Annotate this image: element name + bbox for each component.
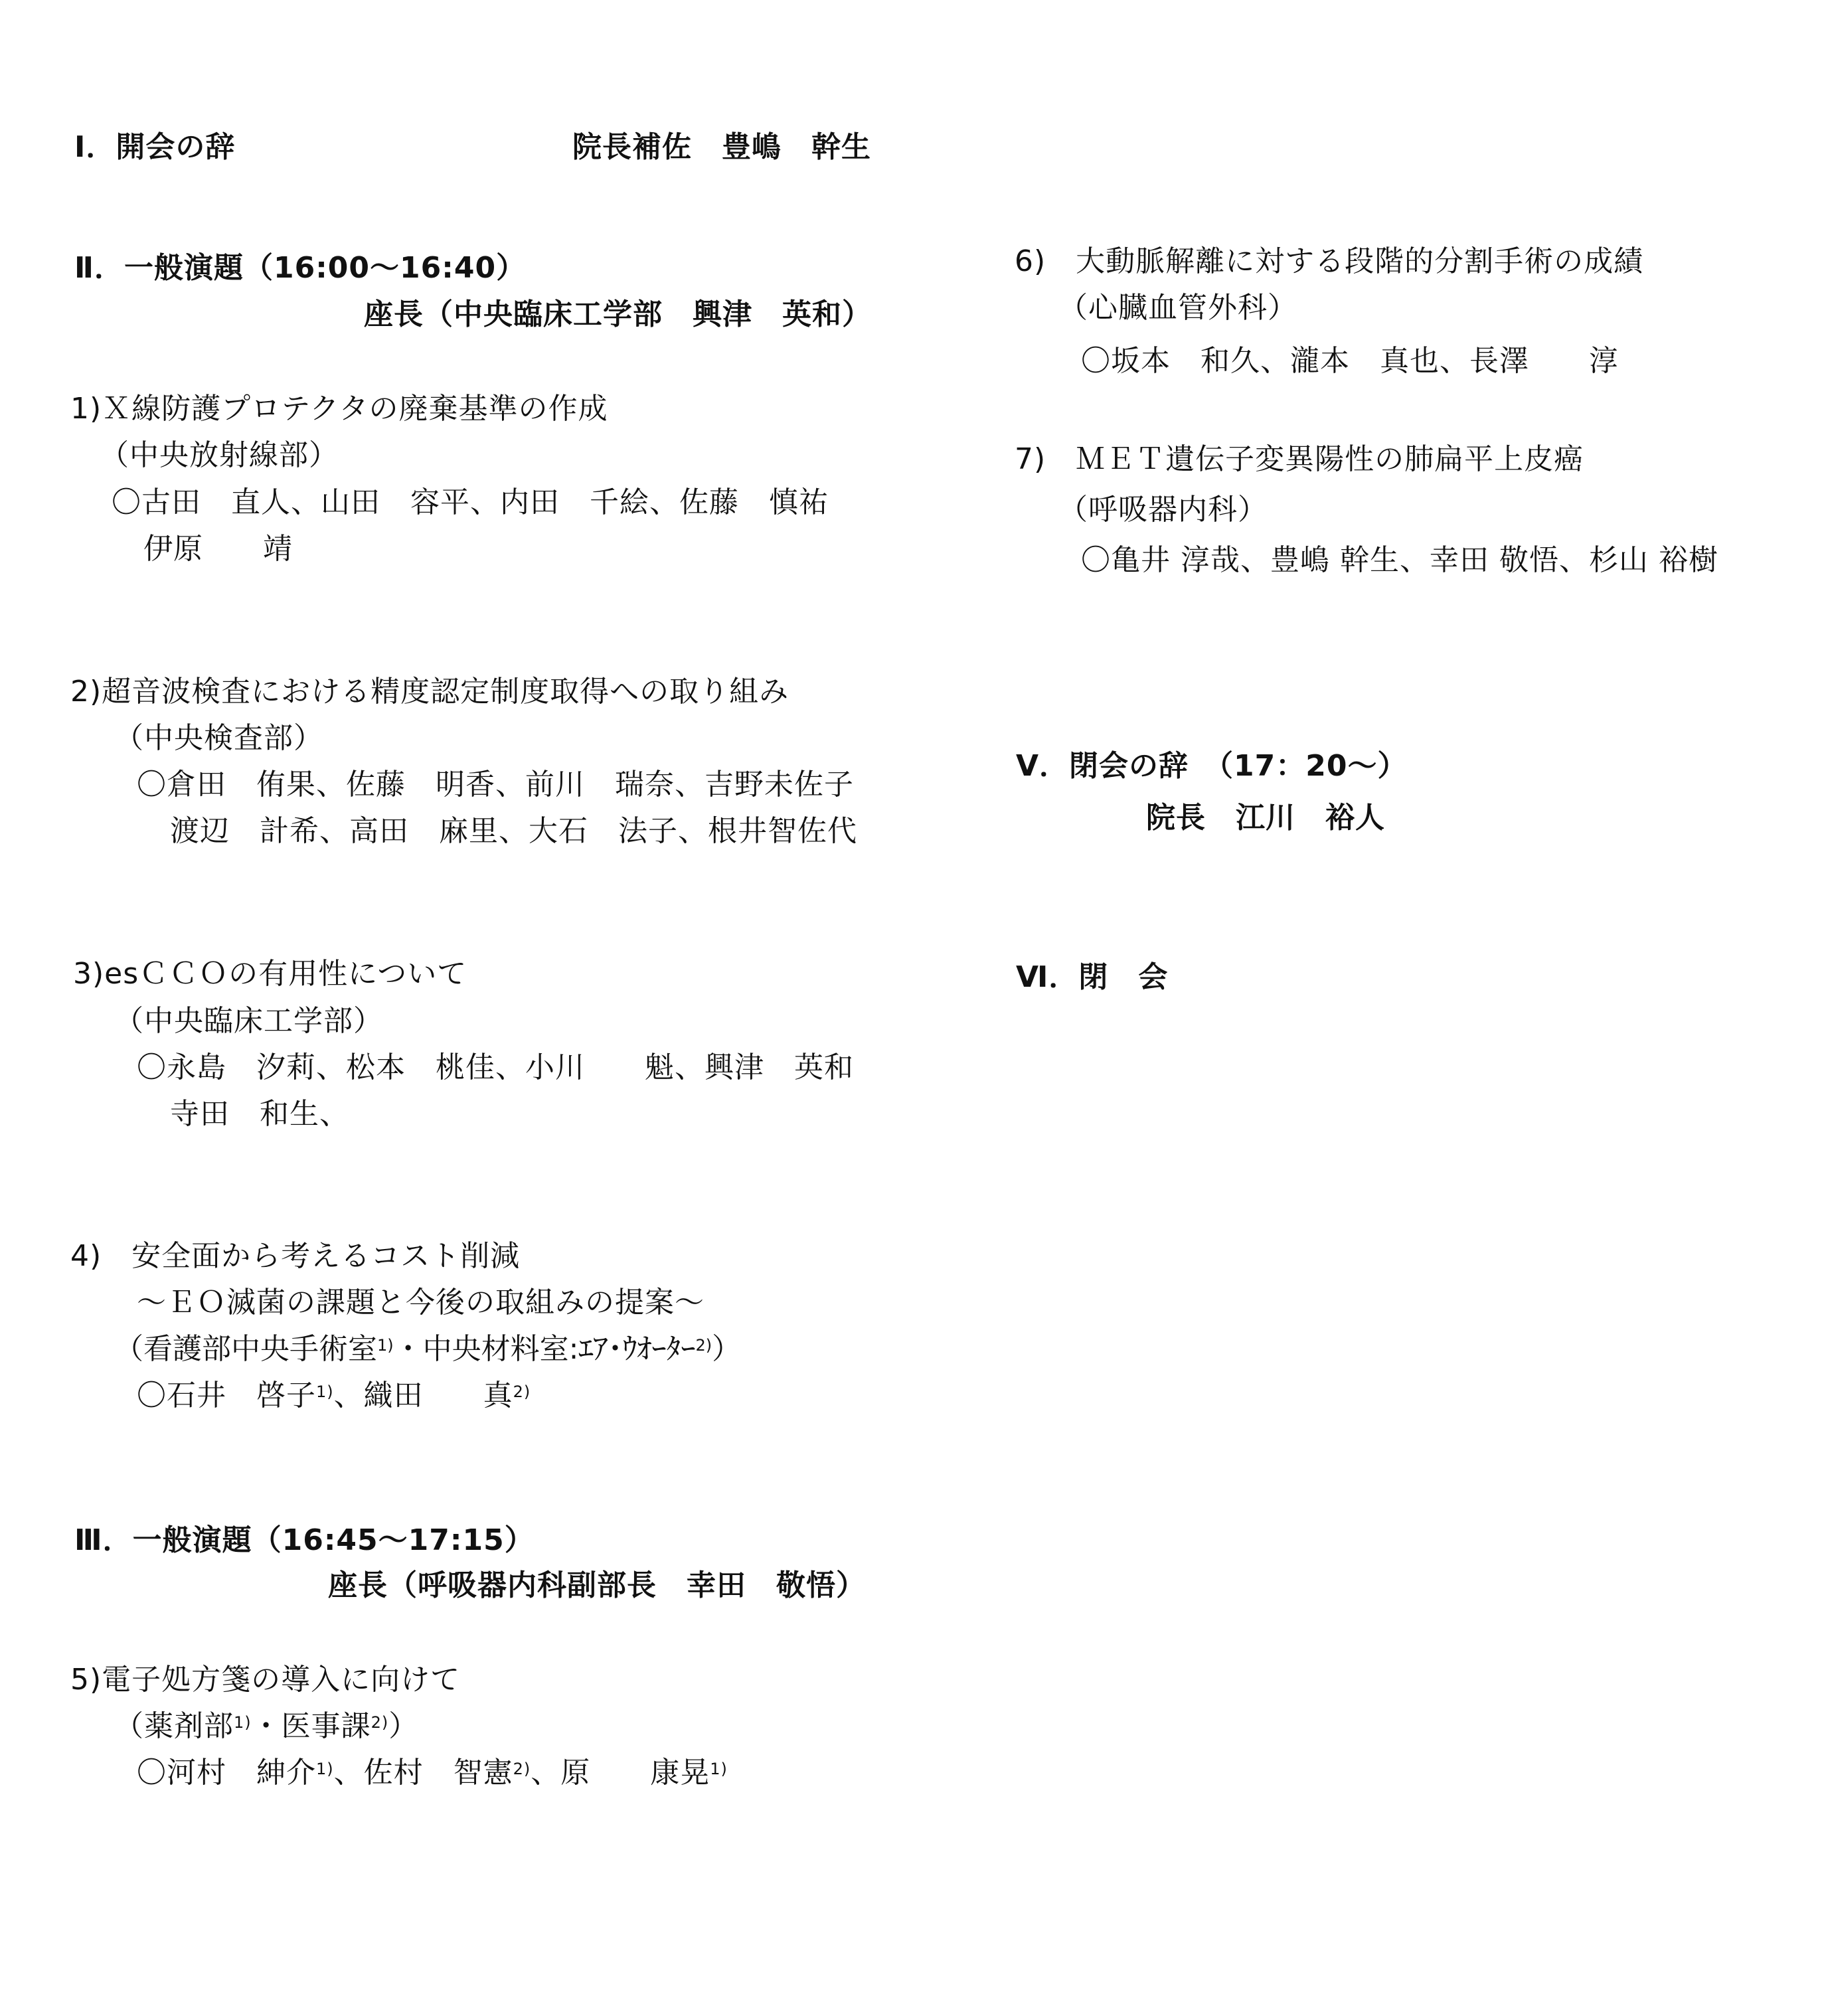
item2-dept: （中央検査部） bbox=[114, 721, 323, 755]
item5-dept-a: （薬剤部 bbox=[114, 1709, 234, 1743]
item4-author-a: 〇石井 啓子 bbox=[137, 1379, 316, 1412]
item1-title: 1)Ｘ線防護プロテクタの廃棄基準の作成 bbox=[70, 392, 608, 426]
item4-subtitle: ～ＥＯ滅菌の課題と今後の取組みの提案～ bbox=[137, 1286, 704, 1319]
item1-authors-line2: 伊原 靖 bbox=[143, 532, 293, 566]
item5-author-c-sup: 1) bbox=[710, 1760, 728, 1778]
item5-dept-sup-b: 2) bbox=[371, 1713, 389, 1732]
item4-authors bbox=[137, 1376, 531, 1416]
item4-dept-c: ） bbox=[712, 1332, 742, 1366]
item4-author-b: 、織田 真 bbox=[333, 1379, 513, 1412]
item7-title: 7) ＭＥＴ遺伝子変異陽性の肺扁平上皮癌 bbox=[1015, 442, 1584, 476]
item1-dept: （中央放射線部） bbox=[100, 438, 339, 472]
session3-heading: Ⅲ．一般演題（16:45～17:15） bbox=[74, 1523, 535, 1557]
end-heading: Ⅵ．閉 会 bbox=[1016, 960, 1169, 994]
opening-speaker: 院長補佐 豊嶋 幹生 bbox=[572, 130, 871, 164]
session3-chair: 座長（呼吸器内科副部長 幸田 敬悟） bbox=[328, 1568, 866, 1602]
item5-author-c: 、原 康晃 bbox=[531, 1756, 710, 1790]
item6-authors: 〇坂本 和久、瀧本 真也、長澤 淳 bbox=[1081, 344, 1619, 378]
item4-author-a-sup: 1) bbox=[316, 1383, 334, 1401]
item5-author-b: 、佐村 智憲 bbox=[333, 1756, 513, 1790]
item7-authors: 〇亀井 淳哉、豊嶋 幹生、幸田 敬悟、杉山 裕樹 bbox=[1081, 543, 1718, 577]
item2-authors-line2: 渡辺 計希、高田 麻里、大石 法子、根井智佐代 bbox=[170, 814, 857, 848]
item6-title: 6) 大動脈解離に対する段階的分割手術の成績 bbox=[1015, 244, 1644, 278]
item5-author-a-sup: 1) bbox=[316, 1760, 334, 1778]
item4-dept bbox=[114, 1329, 741, 1369]
item4-dept-sup-b: 2) bbox=[695, 1336, 712, 1355]
item6-dept: （心臓血管外科） bbox=[1058, 291, 1297, 325]
item3-authors-line2: 寺田 和生、 bbox=[170, 1097, 349, 1131]
session2-chair: 座長（中央臨床工学部 興津 英和） bbox=[364, 297, 872, 331]
session2-heading: Ⅱ．一般演題（16:00～16:40） bbox=[74, 251, 527, 285]
item3-authors-line1: 〇永島 汐莉、松本 桃佳、小川 魁、興津 英和 bbox=[137, 1050, 854, 1084]
item7-dept: （呼吸器内科） bbox=[1058, 493, 1268, 527]
item5-title: 5)電子処方箋の導入に向けて bbox=[70, 1663, 461, 1697]
item2-authors-line1: 〇倉田 侑果、佐藤 明香、前川 瑞奈、吉野未佐子 bbox=[137, 768, 854, 801]
item5-dept-c: ） bbox=[388, 1709, 419, 1743]
item5-dept bbox=[114, 1707, 418, 1746]
item5-author-b-sup: 2) bbox=[513, 1760, 531, 1778]
item4-dept-b: ・中央材料室:ｴｱ･ｳｵｰﾀｰ bbox=[393, 1332, 696, 1366]
item5-dept-sup-a: 1) bbox=[234, 1713, 252, 1732]
item5-dept-b: ・医事課 bbox=[251, 1709, 371, 1743]
item3-title: 3)esＣＣＯの有用性について bbox=[73, 957, 467, 991]
item2-title: 2)超音波検査における精度認定制度取得への取り組み bbox=[70, 675, 789, 709]
item3-dept: （中央臨床工学部） bbox=[114, 1004, 383, 1038]
opening-heading: Ⅰ．開会の辞 bbox=[74, 130, 236, 164]
closing-heading: Ⅴ．閉会の辞 （17：20～） bbox=[1016, 749, 1408, 783]
item5-authors bbox=[137, 1753, 728, 1793]
item4-author-b-sup: 2) bbox=[513, 1383, 531, 1401]
item5-author-a: 〇河村 紳介 bbox=[137, 1756, 316, 1790]
closing-speaker: 院長 江川 裕人 bbox=[1146, 801, 1385, 835]
item4-dept-a: （看護部中央手術室 bbox=[114, 1332, 377, 1366]
item1-authors-line1: 〇古田 直人、山田 容平、内田 千絵、佐藤 慎祐 bbox=[112, 485, 829, 519]
item4-title: 4) 安全面から考えるコスト削減 bbox=[70, 1239, 521, 1273]
item4-dept-sup-a: 1) bbox=[377, 1336, 394, 1355]
